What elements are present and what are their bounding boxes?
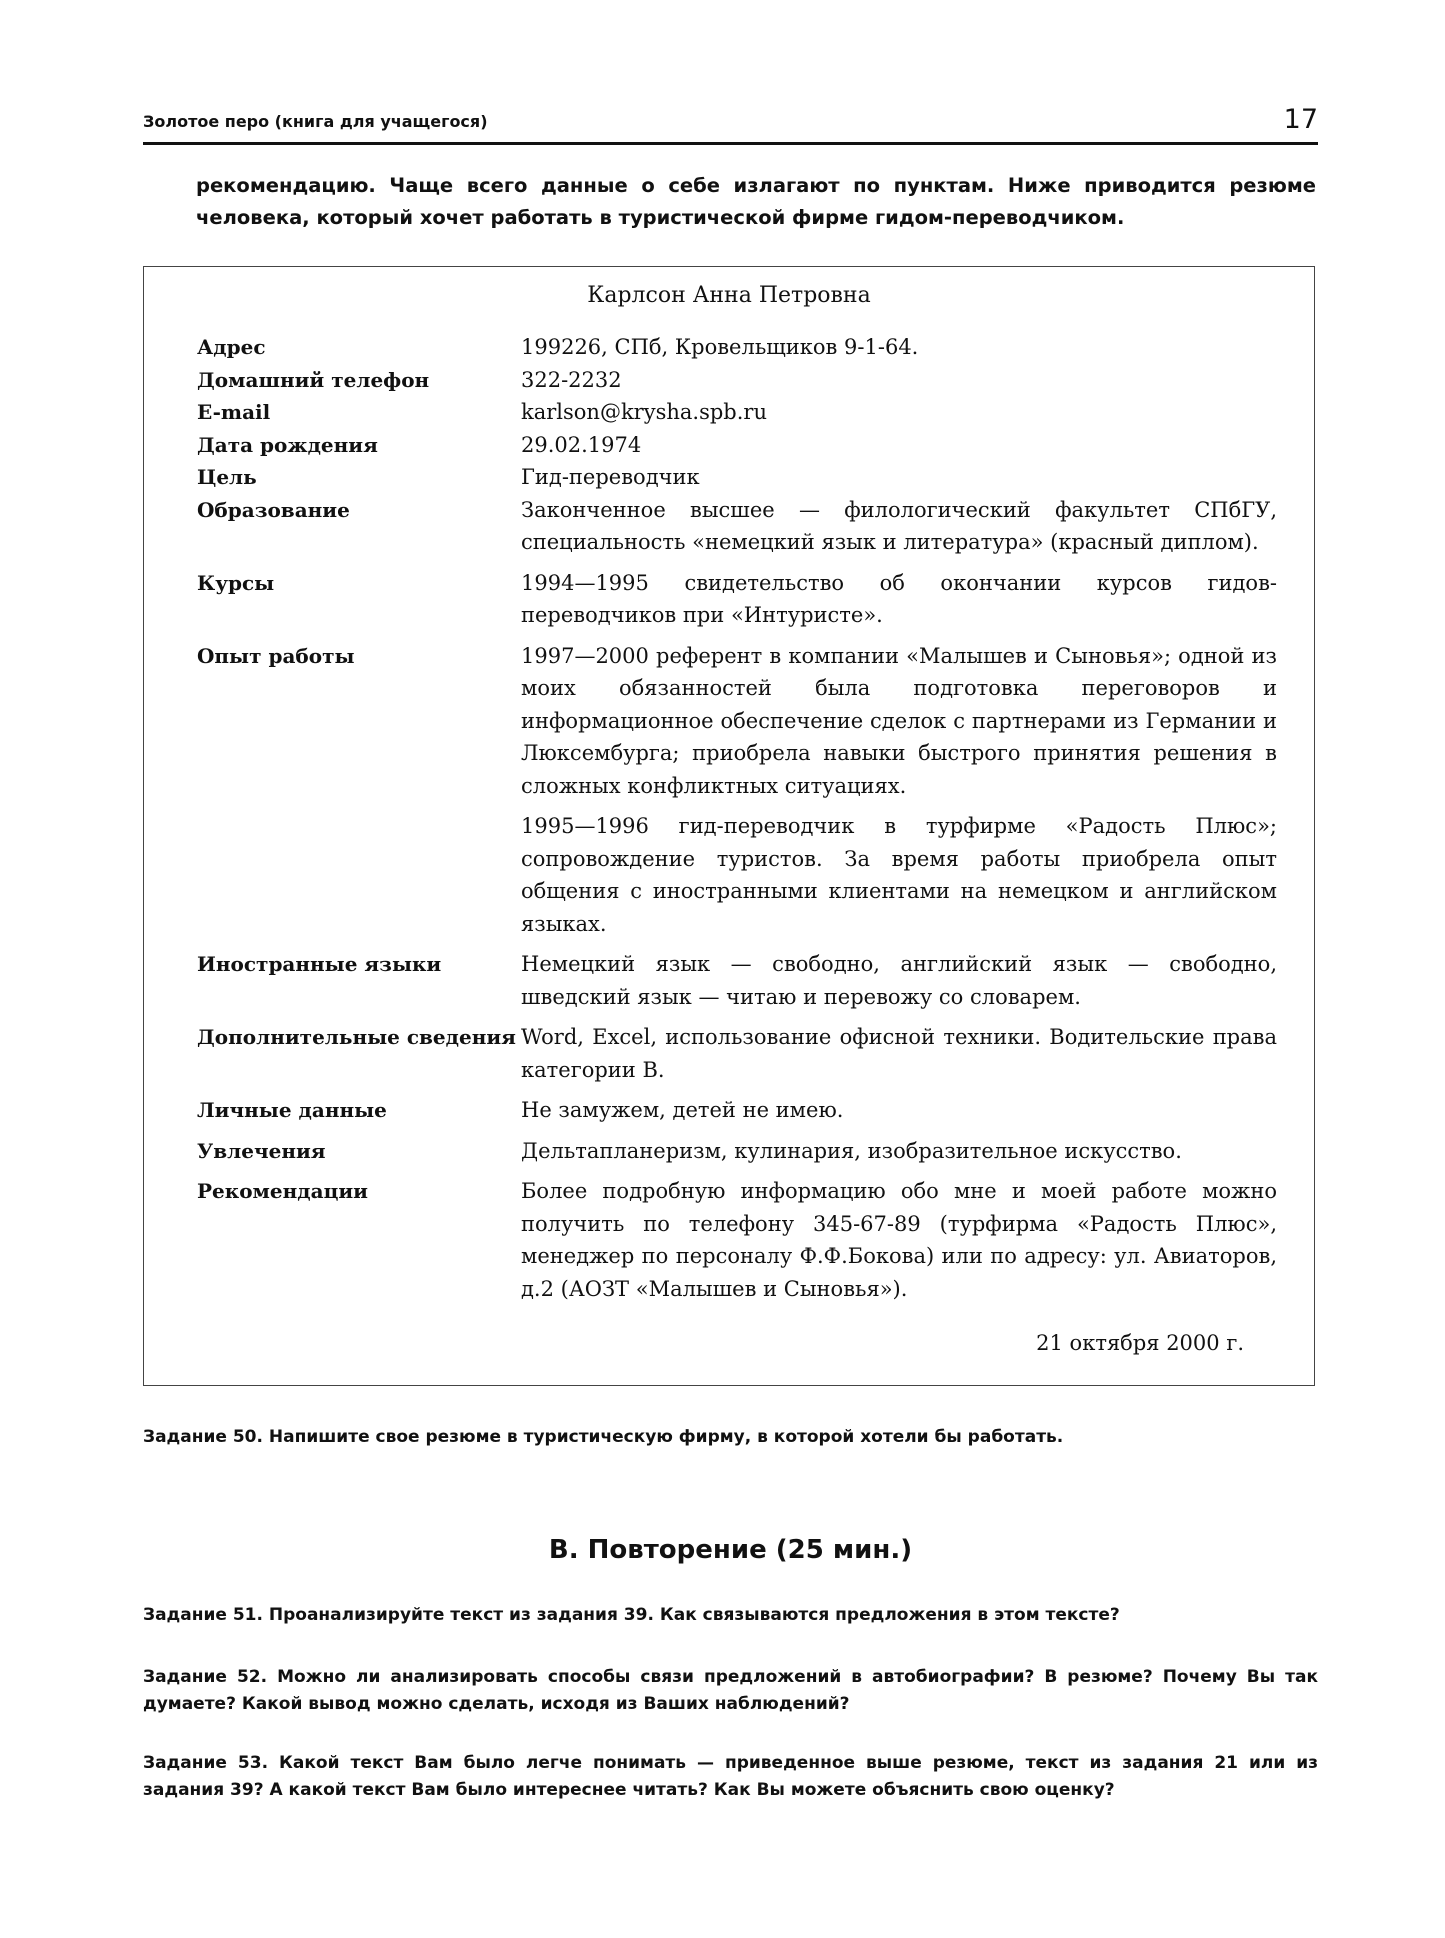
resume-row-value — [521, 567, 1277, 632]
resume-row — [197, 331, 1277, 364]
resume-row — [197, 1094, 1277, 1127]
header-rule — [143, 142, 1318, 145]
resume-row — [197, 1175, 1277, 1305]
resume-row-value — [521, 1175, 1277, 1305]
resume-row-label: Дата рождения — [197, 432, 378, 457]
resume-row-label: Адрес — [197, 335, 266, 359]
resume-row — [197, 640, 1277, 941]
resume-row — [197, 494, 1277, 559]
resume-row — [197, 364, 1277, 397]
resume-row-paragraph: 1997—2000 референт в компании «Малышев и Сыновья»; одной из моих обязанностей была подготовка переговоров и информационное обеспечение сделок с партнерами из Германии и Люксембурга; приобрела навыки быстрого принятия решения в сложных конфликтных ситуациях. — [521, 643, 1277, 798]
book-title: Золотое перо (книга для учащегося) — [143, 112, 488, 131]
task-53: Задание 53. Какой текст Вам было легче понимать — приведенное выше резюме, текст из задания 21 или из задания 39? А какой текст Вам было интереснее читать? Как Вы можете объяснить свою оценку? — [143, 1753, 1318, 1800]
resume-row-value — [521, 429, 1277, 462]
intro-paragraph: рекомендацию. Чаще всего данные о себе излагают по пунктам. Ниже приводится резюме человека, который хочет работать в туристической фирме гидом-переводчиком. — [196, 174, 1316, 229]
section-heading: В. Повторение (25 мин.) — [548, 1535, 913, 1565]
resume-box — [143, 266, 1315, 1386]
resume-row-paragraph: Более подробную информацию обо мне и моей работе можно получить по телефону 345-67-89 (турфирма «Радость Плюс», менеджер по персоналу Ф.Ф.Бокова) или по адресу: ул. Авиаторов, д.2 (АОЗТ «Малышев и Сыновья»). — [521, 1179, 1277, 1301]
resume-row-paragraph: Дельтапланеризм, кулинария, изобразительное искусство. — [521, 1138, 1182, 1163]
resume-row-paragraph: 322-2232 — [521, 367, 622, 392]
resume-row — [197, 948, 1277, 1013]
resume-date: 21 октября 2000 г. — [1036, 1331, 1244, 1355]
task-52: Задание 52. Можно ли анализировать способы связи предложений в автобиографии? В резюме? Почему Вы так думаете? Какой вывод можно сделать, исходя из Ваших наблюдений? — [143, 1667, 1318, 1714]
task-50: Задание 50. Напишите свое резюме в туристическую фирму, в которой хотели бы работать. — [143, 1427, 1064, 1447]
resume-rows — [197, 331, 1277, 1313]
resume-row-label: Рекомендации — [197, 1179, 369, 1203]
resume-row-paragraph: 199226, СПб, Кровельщиков 9-1-64. — [521, 335, 919, 359]
resume-row-paragraph: 29.02.1974 — [521, 432, 642, 457]
resume-row-label: Иностранные языки — [197, 952, 442, 976]
resume-row-label: Дополнительные сведения — [197, 1025, 516, 1049]
resume-row-value — [521, 1094, 1277, 1127]
resume-row-label: Образование — [197, 497, 350, 522]
resume-row-label: Цель — [197, 465, 257, 489]
resume-row-paragraph: 1995—1996 гид-переводчик в турфирме «Радость Плюс»; сопровождение туристов. За время работы приобрела опыт общения с иностранными клиентами на немецком и английском языках. — [521, 814, 1277, 936]
resume-row-label: Домашний телефон — [197, 367, 430, 392]
resume-row-value — [521, 494, 1277, 559]
resume-row-paragraph: 1994—1995 свидетельство об окончании курсов гидов-переводчиков при «Интуристе». — [521, 570, 1277, 627]
resume-row — [197, 461, 1277, 494]
resume-row-paragraph: karlson@krysha.spb.ru — [521, 400, 767, 424]
resume-row — [197, 567, 1277, 632]
resume-row-label: Опыт работы — [197, 643, 355, 668]
resume-row — [197, 1135, 1277, 1168]
page-number: 17 — [1283, 104, 1318, 135]
resume-row-value — [521, 461, 1277, 494]
resume-row-value — [521, 331, 1277, 364]
resume-row-value — [521, 1021, 1277, 1086]
resume-row — [197, 1021, 1277, 1086]
resume-row-value — [521, 396, 1277, 429]
resume-row-paragraph: Word, Excel, использование офисной техники. Водительские права категории В. — [521, 1025, 1277, 1082]
resume-row-value — [521, 948, 1277, 1013]
resume-row-label: Увлечения — [197, 1138, 326, 1163]
resume-row-value — [521, 364, 1277, 397]
resume-row-paragraph: Немецкий язык — свободно, английский язык — свободно, шведский язык — читаю и перевожу со словарем. — [521, 952, 1277, 1009]
resume-row-paragraph: Не замужем, детей не имею. — [521, 1098, 844, 1122]
resume-row-value — [521, 640, 1277, 941]
resume-row-value — [521, 1135, 1277, 1168]
running-header — [143, 102, 1318, 142]
resume-name: Карлсон Анна Петровна — [587, 283, 871, 308]
resume-row-label: Личные данные — [197, 1098, 387, 1122]
resume-row-label: Курсы — [197, 570, 275, 595]
resume-row — [197, 396, 1277, 429]
resume-row-paragraph: Законченное высшее — филологический факультет СПбГУ, специальность «немецкий язык и литература» (красный диплом). — [521, 497, 1277, 554]
resume-row-label: E-mail — [197, 400, 271, 424]
task-51: Задание 51. Проанализируйте текст из задания 39. Как связываются предложения в этом тексте? — [143, 1605, 1120, 1625]
resume-row-paragraph: Гид-переводчик — [521, 465, 700, 489]
resume-row — [197, 429, 1277, 462]
